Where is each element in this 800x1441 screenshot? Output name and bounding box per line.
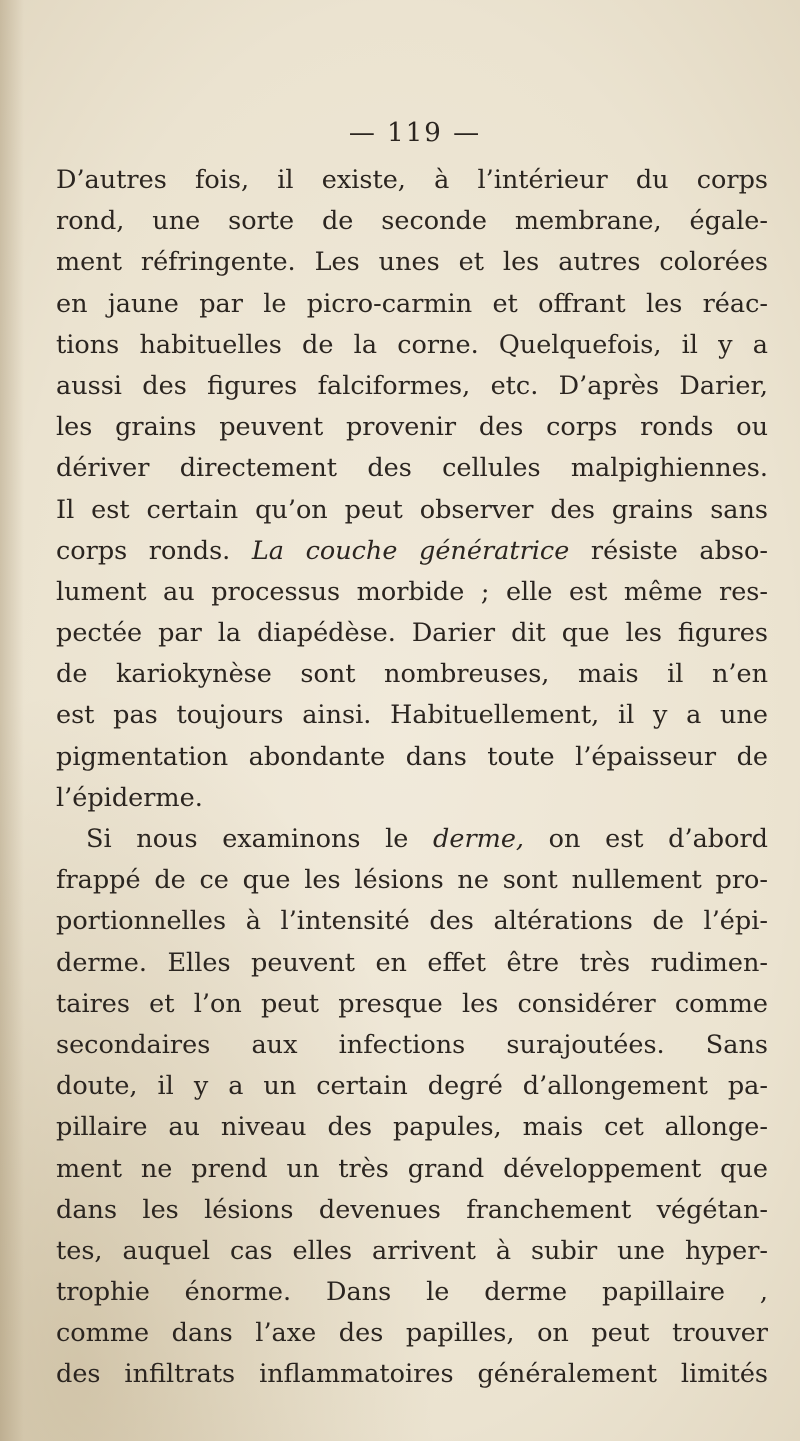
text-segment: pigmentation abondante dans toute l’épaisseur de [56,741,768,772]
text-segment: frappé de ce que les lésions ne sont nullement pro- [56,865,768,896]
text-line [56,572,768,613]
text-segment: on est d’abord [524,824,768,854]
text-line [56,1354,768,1395]
text-segment: D’autres fois, il existe, à l’intérieur du corps [56,165,768,195]
text-line [56,613,768,654]
text-segment: corps ronds. [56,535,252,566]
page-number: — 119 — [348,118,482,148]
text-line [56,778,768,819]
text-segment: les grains peuvent provenir des corps ronds ou [56,412,768,443]
text-segment: tes, auquel cas elles arrivent à subir une hyper- [56,1235,768,1266]
text-segment: comme dans l’axe des papilles, on peut trouver [56,1318,768,1349]
text-segment: rond, une sorte de seconde membrane, égale- [56,206,768,237]
text-segment: en jaune par le picro-carmin et offrant les réac- [56,288,768,319]
text-line [56,1107,768,1148]
text-segment: ment ne prend un très grand développement que [56,1153,768,1184]
text-line [56,242,768,283]
text-segment: est pas toujours ainsi. Habituellement, il y a une [56,700,768,731]
text-line [56,943,768,984]
text-segment: trophie énorme. Dans le derme papillaire , [56,1277,768,1308]
italic-term: La couche génératrice [251,535,570,566]
text-line [56,901,768,942]
text-line [56,1025,768,1066]
text-line [56,1313,768,1354]
text-line [56,984,768,1025]
text-segment: l’épiderme. [56,782,203,813]
text-segment: secondaires aux infections surajoutées. Sans [56,1029,768,1060]
text-segment: Si nous examinons le [86,824,434,854]
text-segment: lument au processus morbide ; elle est même res- [56,576,768,607]
text-line [56,407,768,448]
text-line [56,1231,768,1272]
text-line [56,284,768,325]
text-segment: derme. Elles peuvent en effet être très rudimen- [56,947,768,978]
text-segment: aussi des figures falciformes, etc. D’après Darier, [56,370,768,401]
text-line [56,860,768,901]
text-line [56,695,768,736]
text-segment: de kariokynèse sont nombreuses, mais il n’en [56,659,768,690]
text-segment: doute, il y a un certain degré d’allongement pa- [56,1071,768,1102]
text-segment: résiste abso- [569,535,768,566]
text-line [56,737,768,778]
text-segment: pillaire au niveau des papules, mais cet allonge- [56,1112,768,1143]
text-line [56,654,768,695]
text-segment: des infiltrats inflammatoires généralement limités [56,1359,768,1390]
text-segment: portionnelles à l’intensité des altérations de l’épi- [56,906,768,937]
text-line [56,819,768,860]
text-line [56,531,768,572]
text-line [56,1066,768,1107]
text-segment: Il est certain qu’on peut observer des grains sans [56,494,768,525]
body-text [56,160,768,1396]
text-line [56,160,768,201]
text-segment: tions habituelles de la corne. Quelquefois, il y a [56,329,768,360]
text-line [56,325,768,366]
text-segment: taires et l’on peut presque les considérer comme [56,988,768,1019]
text-segment: dériver directement des cellules malpighiennes. [56,453,768,484]
text-line [56,448,768,489]
book-gutter-shadow [0,0,24,1441]
text-segment: dans les lésions devenues franchement végétan- [56,1194,768,1225]
text-line [56,490,768,531]
text-line [56,366,768,407]
text-segment: ment réfringente. Les unes et les autres colorées [56,247,768,278]
text-line [56,201,768,242]
text-segment: pectée par la diapédèse. Darier dit que les figures [56,618,768,649]
text-line [56,1272,768,1313]
text-line [56,1149,768,1190]
italic-term: derme, [433,824,525,854]
text-line [56,1190,768,1231]
